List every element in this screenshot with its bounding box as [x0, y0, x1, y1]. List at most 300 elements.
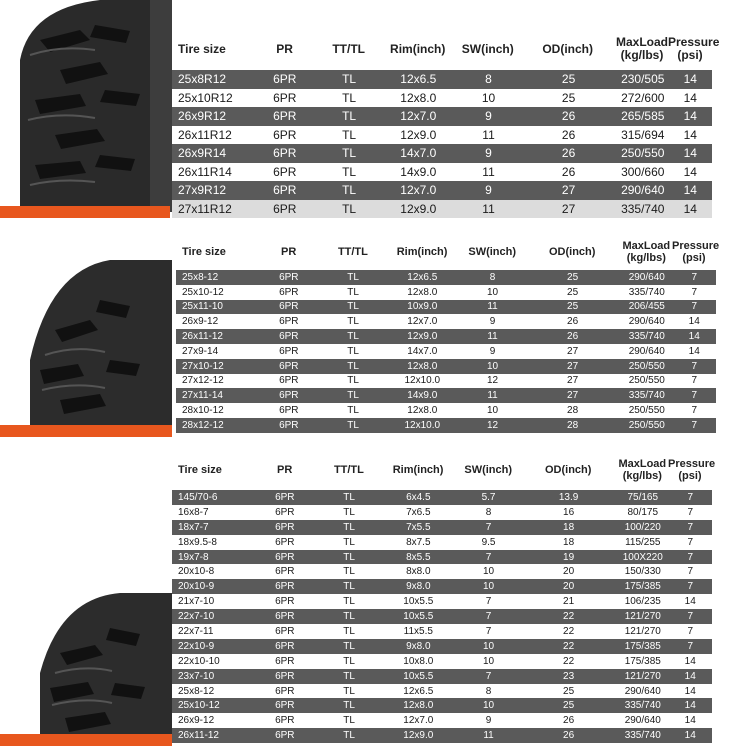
cell-pressure: 7 [691, 271, 698, 283]
table-row [172, 144, 712, 163]
cell-pressure: 14 [684, 715, 696, 727]
cell-rim: 10x8.0 [403, 655, 434, 667]
table-row [176, 374, 716, 389]
cell-maxload: 150/330 [624, 566, 661, 578]
cell-pr: 6PR [275, 596, 295, 608]
cell-maxload: 115/255 [625, 536, 661, 548]
cell-rim: 12x10.0 [404, 375, 441, 387]
cell-tttl: TL [343, 566, 355, 578]
cell-maxload: 250/550 [628, 419, 665, 431]
cell-od: 19 [563, 551, 575, 563]
cell-od: 23 [563, 670, 575, 682]
cell-tttl: TL [347, 419, 359, 431]
cell-od: 27 [567, 390, 579, 402]
cell-pressure: 14 [683, 201, 697, 216]
cell-maxload: 100/220 [624, 521, 661, 533]
table-row [172, 89, 712, 108]
cell-od: 27 [567, 345, 579, 357]
header-rim: Rim(inch) [390, 41, 446, 56]
cell-rim: 14x9.0 [407, 390, 438, 402]
cell-tttl: TL [343, 715, 355, 727]
cell-size: 25x8-12 [178, 685, 215, 697]
cell-pressure: 7 [687, 581, 694, 593]
table-row [172, 639, 712, 654]
cell-size: 26x11-12 [178, 730, 219, 742]
cell-pr: 6PR [275, 536, 295, 548]
cell-tttl: TL [342, 127, 357, 142]
cell-size: 21x7-10 [178, 596, 215, 608]
table-row [176, 270, 716, 285]
cell-pr: 6PR [275, 655, 295, 667]
cell-od: 18 [563, 536, 575, 548]
tire-image [0, 260, 172, 435]
cell-rim: 10x9.0 [407, 301, 438, 313]
cell-maxload: 335/740 [628, 286, 665, 298]
cell-pr: 6PR [273, 109, 297, 124]
cell-pr: 6PR [273, 183, 297, 198]
cell-pr: 6PR [279, 405, 299, 417]
cell-sw: 7 [485, 611, 492, 623]
header-sw: SW(inch) [461, 41, 514, 56]
header-sw: SW(inch) [468, 246, 517, 259]
cell-pressure: 14 [684, 670, 696, 682]
cell-sw: 10 [486, 405, 499, 417]
cell-od: 25 [567, 271, 579, 283]
cell-pr: 6PR [273, 201, 297, 216]
cell-size: 28x10-12 [182, 405, 224, 417]
cell-od: 25 [567, 286, 579, 298]
cell-tttl: TL [347, 331, 359, 343]
header-rim: Rim(inch) [396, 246, 448, 259]
cell-tttl: TL [343, 670, 355, 682]
header-tire-size: Tire size [178, 464, 222, 477]
cell-tttl: TL [343, 596, 355, 608]
cell-rim: 7x6.5 [406, 506, 431, 518]
header-tire-size: Tire size [178, 41, 226, 56]
cell-pr: 6PR [275, 611, 295, 623]
cell-tttl: TL [347, 360, 359, 372]
table-row [172, 564, 712, 579]
cell-pr: 6PR [279, 301, 299, 313]
cell-pressure: 14 [688, 316, 700, 328]
cell-tttl: TL [347, 301, 359, 313]
cell-pressure: 14 [683, 72, 697, 87]
cell-od: 26 [561, 164, 576, 179]
cell-pr: 6PR [275, 670, 295, 682]
table-row [172, 200, 712, 219]
cell-size: 23x7-10 [178, 670, 215, 682]
header-sw: SW(inch) [464, 464, 513, 477]
cell-sw: 8 [485, 685, 492, 697]
cell-sw: 12 [486, 375, 499, 387]
cell-maxload: 250/550 [628, 375, 665, 387]
cell-size: 20x10-8 [178, 566, 215, 578]
cell-pressure: 14 [684, 700, 696, 712]
cell-rim: 9x8.0 [406, 581, 431, 593]
cell-od: 22 [563, 611, 575, 623]
cell-maxload: 250/550 [628, 360, 665, 372]
cell-od: 27 [567, 375, 579, 387]
cell-tttl: TL [343, 521, 355, 533]
cell-size: 18x7-7 [178, 521, 209, 533]
cell-pr: 6PR [275, 581, 295, 593]
cell-sw: 9 [485, 715, 492, 727]
cell-maxload: 335/740 [628, 331, 665, 343]
table-row [176, 359, 716, 374]
table-header [172, 452, 716, 490]
table-row [172, 698, 712, 713]
cell-sw: 10 [481, 90, 496, 105]
cell-maxload: 250/550 [628, 405, 665, 417]
cell-tttl: TL [342, 90, 357, 105]
cell-sw: 11 [487, 301, 498, 313]
cell-sw: 7 [485, 551, 492, 563]
cell-rim: 12x7.0 [400, 183, 437, 198]
cell-maxload: 335/740 [621, 201, 665, 216]
table-row [176, 314, 716, 329]
cell-pressure: 14 [684, 730, 696, 742]
cell-pr: 6PR [279, 345, 299, 357]
cell-rim: 14x7.0 [407, 345, 438, 357]
cell-sw: 11 [482, 201, 495, 216]
cell-pressure: 7 [687, 521, 694, 533]
header-pr: PR [281, 246, 297, 259]
cell-sw: 5.7 [481, 491, 496, 503]
cell-pr: 6PR [275, 715, 295, 727]
cell-tttl: TL [347, 286, 359, 298]
cell-pressure: 14 [688, 331, 700, 343]
cell-sw: 11 [487, 331, 498, 343]
cell-tttl: TL [343, 551, 355, 563]
cell-size: 145/70-6 [178, 491, 218, 503]
cell-pr: 6PR [279, 286, 299, 298]
cell-tttl: TL [342, 183, 357, 198]
cell-rim: 12x7.0 [403, 715, 434, 727]
cell-sw: 9 [485, 183, 492, 198]
cell-pressure: 14 [684, 685, 696, 697]
cell-pr: 6PR [279, 360, 299, 372]
cell-pr: 6PR [273, 127, 297, 142]
cell-od: 13.9 [558, 491, 579, 503]
cell-pr: 6PR [275, 640, 295, 652]
table-row [172, 594, 712, 609]
header-rim: Rim(inch) [392, 464, 444, 477]
cell-size: 28x12-12 [182, 419, 224, 431]
cell-maxload: 230/505 [621, 72, 665, 87]
cell-size: 26x9-12 [182, 316, 219, 328]
header-od: OD(inch) [544, 464, 592, 477]
cell-maxload: 121/270 [624, 611, 661, 623]
cell-pr: 6PR [275, 491, 295, 503]
cell-pr: 6PR [275, 700, 295, 712]
cell-pressure: 7 [691, 301, 698, 313]
cell-maxload: 175/385 [624, 581, 661, 593]
cell-od: 16 [563, 506, 575, 518]
header-tire-size: Tire size [182, 246, 226, 259]
cell-od: 27 [567, 360, 579, 372]
cell-sw: 10 [482, 581, 495, 593]
cell-size: 25x10-12 [182, 286, 224, 298]
cell-sw: 7 [485, 670, 492, 682]
cell-pressure: 7 [687, 611, 694, 623]
cell-tttl: TL [347, 390, 359, 402]
cell-sw: 8 [489, 271, 496, 283]
cell-maxload: 290/640 [621, 183, 665, 198]
cell-rim: 12x6.5 [403, 685, 434, 697]
table-row [172, 654, 712, 669]
cell-sw: 10 [482, 566, 495, 578]
cell-rim: 12x8.0 [407, 405, 438, 417]
cell-od: 18 [563, 521, 575, 533]
cell-tttl: TL [343, 491, 355, 503]
cell-tttl: TL [347, 375, 359, 387]
cell-sw: 7 [485, 625, 492, 637]
cell-rim: 12x10.0 [404, 419, 441, 431]
cell-size: 27x9-14 [182, 345, 219, 357]
cell-maxload: 290/640 [628, 271, 665, 283]
cell-od: 25 [561, 90, 576, 105]
cell-size: 26x9R12 [178, 109, 227, 124]
cell-pressure: 7 [691, 405, 698, 417]
cell-maxload: 106/235 [624, 596, 661, 608]
cell-od: 28 [567, 405, 579, 417]
cell-sw: 8 [485, 72, 492, 87]
header-od: OD(inch) [548, 246, 596, 259]
cell-tttl: TL [343, 506, 355, 518]
cell-size: 19x7-8 [178, 551, 209, 563]
cell-sw: 11 [483, 730, 494, 742]
cell-sw: 7 [485, 521, 492, 533]
header-pr: PR [276, 41, 293, 56]
cell-rim: 14x7.0 [400, 146, 437, 161]
table-row [172, 163, 712, 182]
cell-od: 25 [561, 72, 576, 87]
cell-pr: 6PR [279, 271, 299, 283]
cell-od: 27 [561, 201, 576, 216]
cell-pressure: 14 [684, 596, 696, 608]
cell-tttl: TL [343, 640, 355, 652]
cell-pressure: 7 [687, 551, 694, 563]
tire-image [0, 593, 172, 738]
table-row [172, 70, 712, 89]
header-tt-tl: TT/TL [332, 41, 365, 56]
table-row [172, 490, 712, 505]
cell-pr: 6PR [275, 625, 295, 637]
cell-rim: 12x7.0 [407, 316, 438, 328]
cell-maxload: 75/165 [627, 491, 659, 503]
tire-spec-section-1 [0, 0, 750, 225]
cell-tttl: TL [343, 625, 355, 637]
header-od: OD(inch) [542, 41, 593, 56]
cell-tttl: TL [347, 405, 359, 417]
cell-od: 22 [563, 655, 575, 667]
header-maxload: MaxLoad (kg/lbs) [616, 35, 669, 62]
cell-maxload: 290/640 [624, 715, 661, 727]
cell-sw: 10 [482, 640, 495, 652]
cell-pressure: 14 [683, 109, 697, 124]
cell-pressure: 7 [691, 375, 698, 387]
cell-maxload: 315/694 [621, 127, 665, 142]
cell-sw: 11 [482, 164, 495, 179]
cell-sw: 9 [485, 146, 492, 161]
cell-rim: 10x5.5 [403, 670, 434, 682]
table-row [172, 684, 712, 699]
cell-tttl: TL [343, 581, 355, 593]
cell-rim: 8x5.5 [406, 551, 431, 563]
cell-pressure: 14 [684, 655, 696, 667]
cell-pressure: 14 [683, 90, 697, 105]
cell-pressure: 7 [687, 491, 694, 503]
spec-table [172, 490, 712, 743]
cell-size: 16x8-7 [178, 506, 209, 518]
cell-maxload: 80/175 [627, 506, 659, 518]
cell-size: 26x11R14 [178, 164, 232, 179]
cell-size: 25x8-12 [182, 271, 219, 283]
table-row [172, 181, 712, 200]
cell-sw: 11 [487, 390, 498, 402]
cell-od: 26 [561, 109, 576, 124]
table-header [172, 30, 720, 68]
cell-od: 26 [561, 146, 576, 161]
cell-tttl: TL [343, 700, 355, 712]
cell-od: 28 [567, 419, 579, 431]
cell-maxload: 100X220 [622, 551, 663, 563]
cell-rim: 12x6.5 [407, 271, 438, 283]
accent-bar [0, 425, 172, 437]
cell-size: 26x11R12 [178, 127, 232, 142]
cell-rim: 10x5.5 [403, 611, 434, 623]
cell-pr: 6PR [273, 146, 297, 161]
table-row [176, 344, 716, 359]
cell-sw: 11 [482, 127, 495, 142]
cell-rim: 12x8.0 [407, 286, 438, 298]
cell-maxload: 335/740 [628, 390, 665, 402]
cell-size: 22x10-9 [178, 640, 215, 652]
cell-rim: 12x8.0 [407, 360, 438, 372]
table-row [172, 520, 712, 535]
cell-od: 25 [563, 700, 575, 712]
cell-rim: 12x8.0 [400, 90, 437, 105]
cell-rim: 12x6.5 [400, 72, 437, 87]
cell-size: 26x9R14 [178, 146, 227, 161]
cell-sw: 12 [486, 419, 499, 431]
cell-od: 26 [561, 127, 576, 142]
cell-size: 27x9R12 [178, 183, 227, 198]
cell-sw: 7 [485, 596, 492, 608]
cell-rim: 12x9.0 [407, 331, 438, 343]
cell-pr: 6PR [275, 566, 295, 578]
cell-od: 25 [563, 685, 575, 697]
cell-rim: 11x5.5 [403, 625, 433, 637]
table-row [172, 624, 712, 639]
table-row [172, 713, 712, 728]
cell-od: 20 [563, 566, 575, 578]
cell-maxload: 290/640 [628, 345, 665, 357]
cell-size: 25x8R12 [178, 72, 227, 87]
cell-pr: 6PR [275, 551, 295, 563]
cell-size: 25x11-10 [182, 301, 223, 313]
cell-pressure: 7 [687, 640, 694, 652]
cell-maxload: 175/385 [624, 640, 661, 652]
cell-rim: 7x5.5 [406, 521, 431, 533]
table-row [172, 579, 712, 594]
tire-spec-section-3 [0, 448, 750, 750]
cell-pr: 6PR [279, 331, 299, 343]
cell-size: 26x11-12 [182, 331, 223, 343]
cell-pressure: 14 [683, 164, 697, 179]
cell-pr: 6PR [279, 419, 299, 431]
table-row [172, 126, 712, 145]
cell-rim: 12x9.0 [400, 127, 437, 142]
spec-table [172, 70, 712, 218]
cell-pressure: 14 [683, 127, 697, 142]
header-pressure: Pressure (psi) [668, 35, 720, 62]
header-maxload: MaxLoad (kg/lbs) [618, 458, 667, 482]
spec-table [176, 270, 716, 433]
table-row [176, 285, 716, 300]
header-maxload: MaxLoad (kg/lbs) [622, 240, 671, 264]
cell-sw: 10 [486, 286, 499, 298]
cell-rim: 12x9.0 [403, 730, 434, 742]
cell-rim: 12x7.0 [400, 109, 437, 124]
cell-od: 26 [563, 730, 575, 742]
cell-sw: 9 [485, 109, 492, 124]
cell-od: 25 [567, 301, 579, 313]
cell-sw: 10 [482, 700, 495, 712]
cell-pressure: 7 [691, 390, 698, 402]
cell-rim: 6x4.5 [406, 491, 431, 503]
table-row [176, 418, 716, 433]
cell-pressure: 7 [687, 536, 694, 548]
cell-tttl: TL [342, 164, 357, 179]
cell-maxload: 121/270 [624, 625, 661, 637]
cell-rim: 8x7.5 [406, 536, 431, 548]
cell-tttl: TL [343, 685, 355, 697]
cell-size: 25x10-12 [178, 700, 220, 712]
cell-maxload: 335/740 [624, 700, 661, 712]
cell-sw: 10 [482, 655, 495, 667]
cell-size: 26x9-12 [178, 715, 215, 727]
cell-tttl: TL [343, 611, 355, 623]
cell-sw: 9 [489, 316, 496, 328]
accent-bar [0, 206, 170, 218]
cell-pressure: 7 [687, 566, 694, 578]
header-pr: PR [277, 464, 293, 477]
cell-pr: 6PR [279, 316, 299, 328]
cell-tttl: TL [342, 146, 357, 161]
cell-pr: 6PR [279, 390, 299, 402]
cell-od: 20 [563, 581, 575, 593]
table-header [176, 235, 720, 271]
cell-maxload: 290/640 [624, 685, 661, 697]
table-row [172, 669, 712, 684]
cell-size: 27x11-14 [182, 390, 223, 402]
cell-maxload: 121/270 [624, 670, 661, 682]
cell-sw: 8 [485, 506, 492, 518]
cell-pressure: 14 [683, 183, 697, 198]
cell-pr: 6PR [279, 375, 299, 387]
cell-sw: 10 [486, 360, 499, 372]
cell-pr: 6PR [275, 521, 295, 533]
cell-pressure: 7 [691, 286, 698, 298]
table-row [176, 300, 716, 315]
cell-tttl: TL [342, 109, 357, 124]
cell-tttl: TL [343, 655, 355, 667]
table-row [172, 609, 712, 624]
cell-od: 22 [563, 625, 575, 637]
tire-image [0, 0, 172, 212]
cell-maxload: 335/740 [624, 730, 661, 742]
